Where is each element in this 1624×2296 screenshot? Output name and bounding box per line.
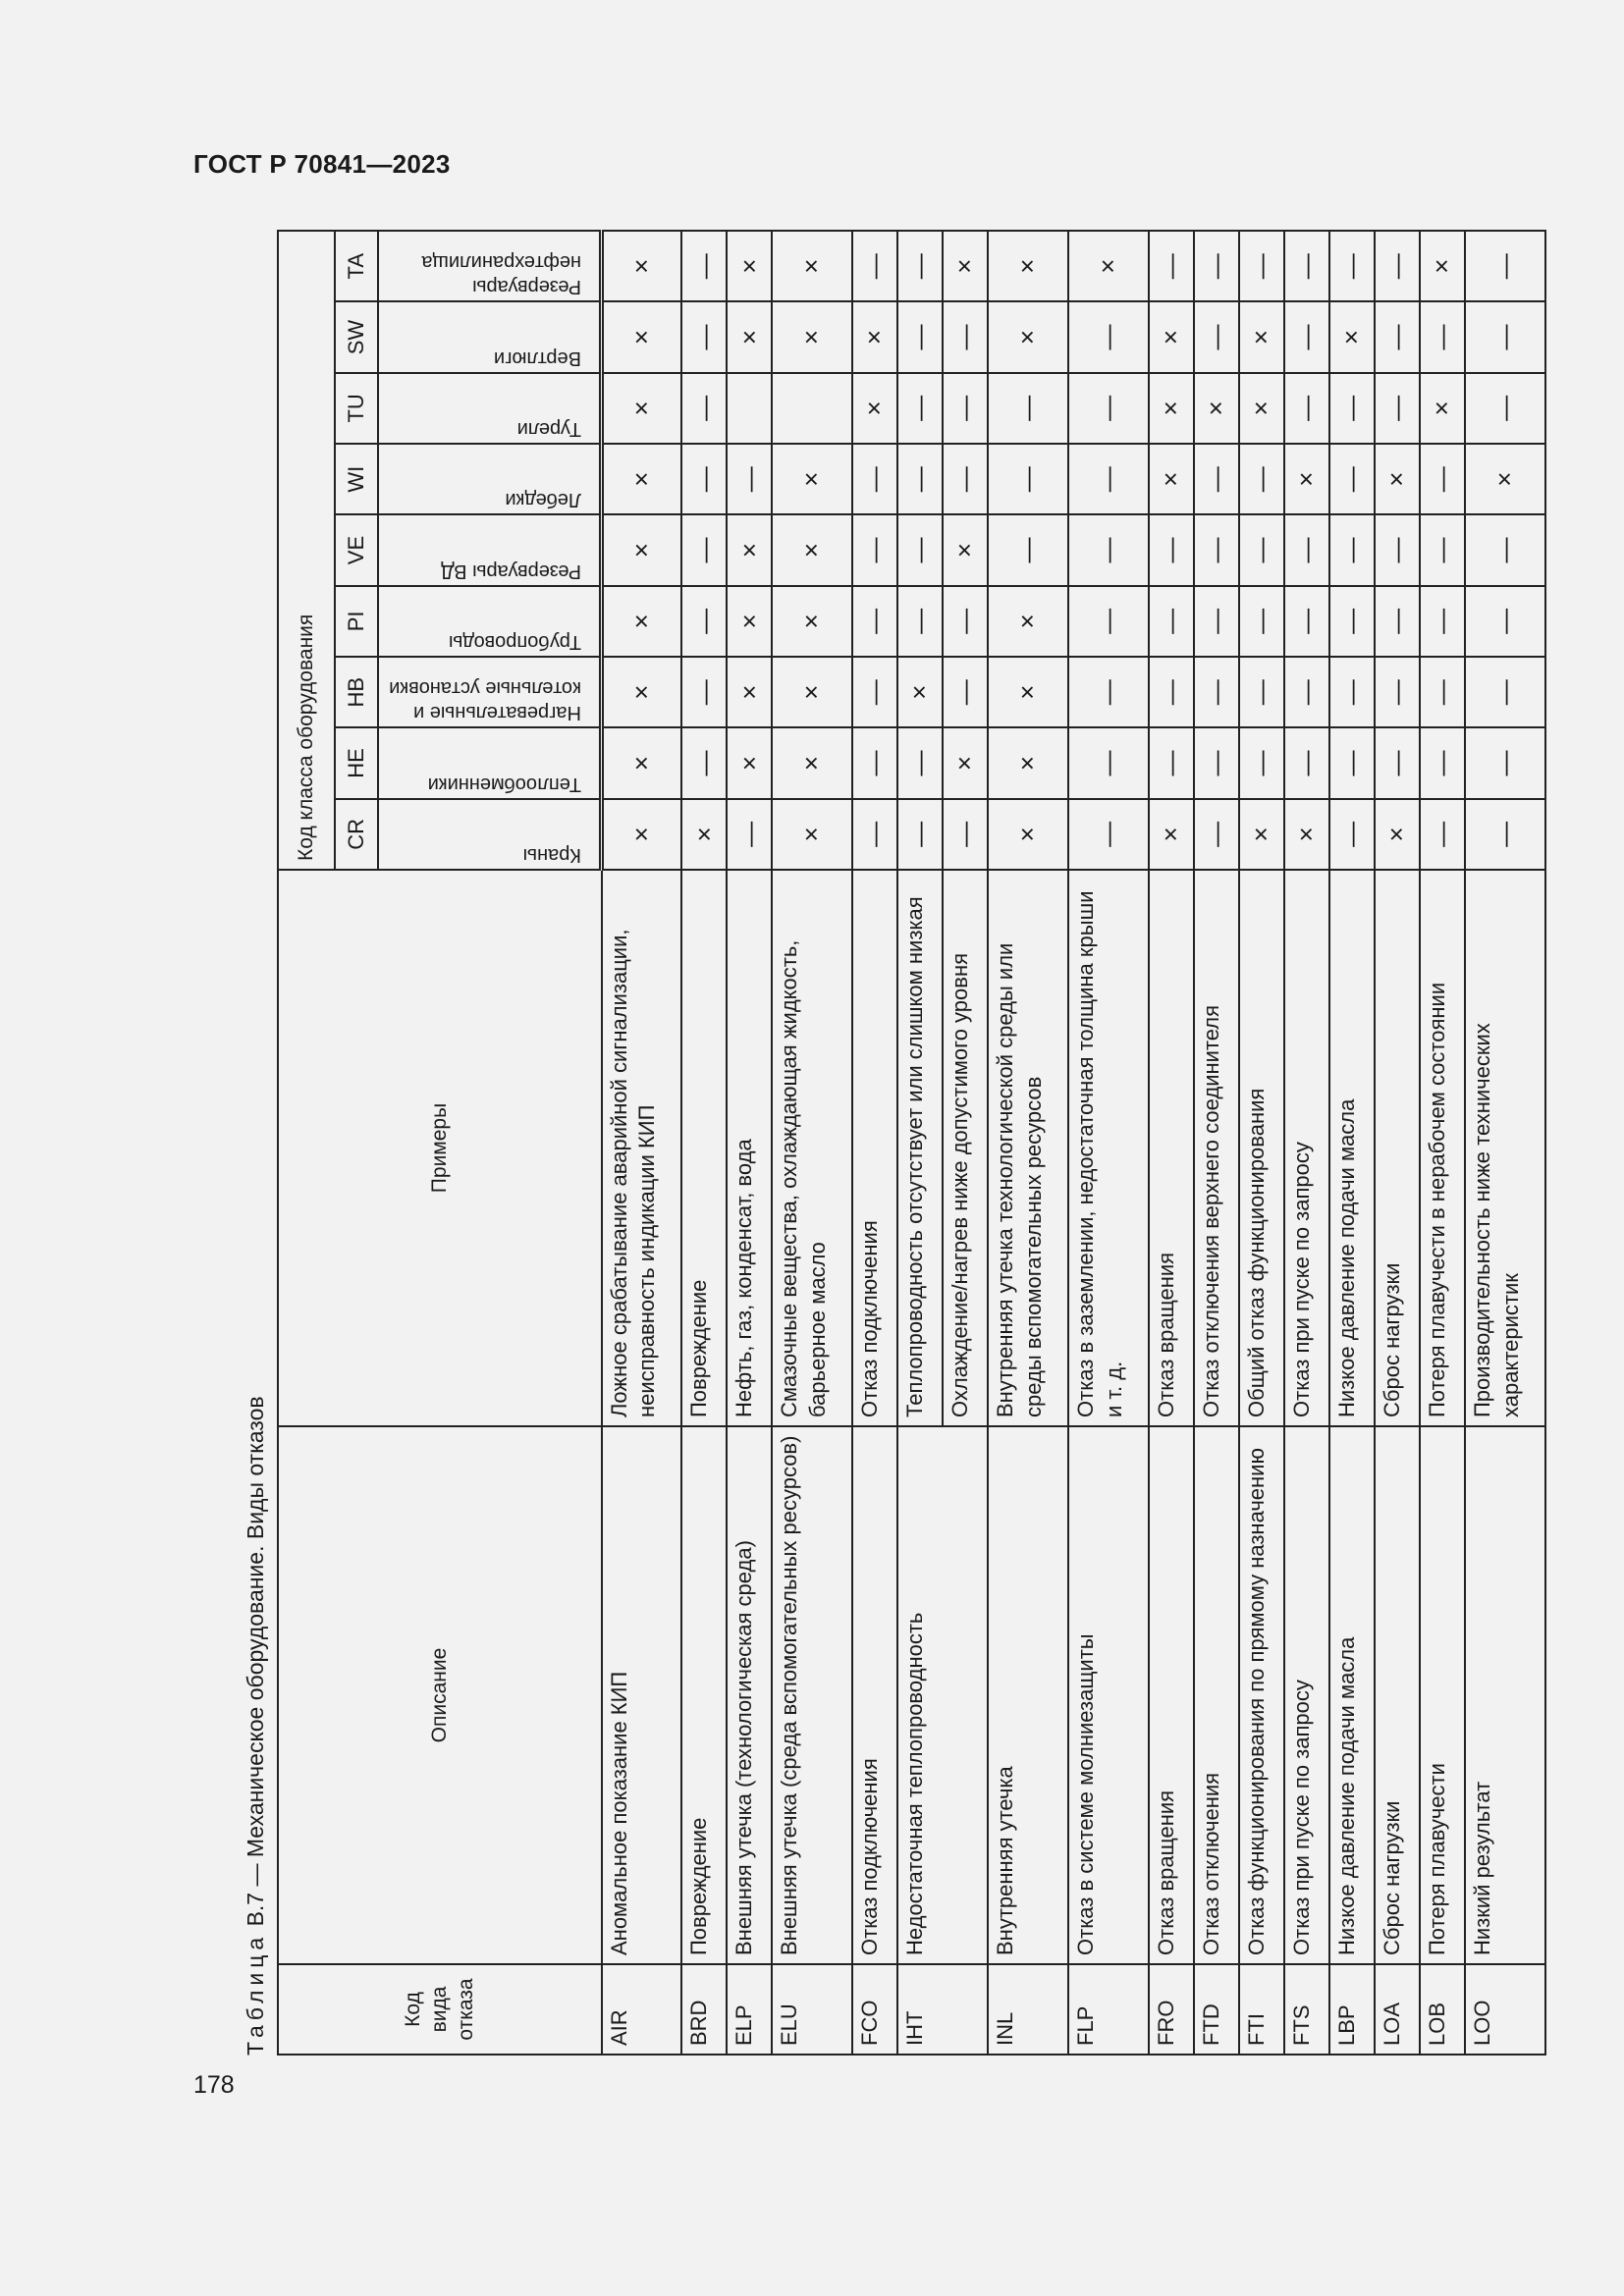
failure-example: Отказ в заземлении, недостаточная толщина крыши и т. д. [1068, 870, 1149, 1426]
caption-label: Таблица [243, 1932, 268, 2056]
applicability-mark: — [681, 586, 727, 657]
applicability-mark: × [1239, 373, 1284, 444]
applicability-mark: × [1329, 301, 1375, 372]
applicability-mark: — [1465, 586, 1545, 657]
applicability-mark: — [1420, 727, 1465, 798]
table-body [602, 231, 1546, 2055]
applicability-mark: — [1465, 373, 1545, 444]
applicability-mark: — [1375, 301, 1420, 372]
applicability-mark: — [852, 514, 897, 585]
applicability-mark: × [988, 586, 1068, 657]
table-row [988, 231, 1068, 2055]
failure-example: Нефть, газ, конденсат, вода [727, 870, 772, 1426]
failure-example: Ложное срабатывание аварийной сигнализации, неисправность индикации КИП [602, 870, 682, 1426]
applicability-mark: — [1284, 727, 1329, 798]
applicability-mark: × [727, 657, 772, 727]
class-code-ve: VE [335, 514, 378, 585]
applicability-mark: — [1284, 373, 1329, 444]
applicability-mark: × [852, 373, 897, 444]
failure-code: ELU [772, 1964, 852, 2055]
applicability-mark: × [1194, 373, 1239, 444]
applicability-mark: — [1194, 799, 1239, 870]
class-name-hb [378, 657, 602, 727]
failure-description: Низкое давление подачи масла [1329, 1426, 1375, 1964]
applicability-mark: — [1375, 657, 1420, 727]
failure-description: Недостаточная теплопроводность [897, 1426, 988, 1964]
table-row [897, 231, 943, 2055]
table-row [602, 231, 682, 2055]
applicability-mark: — [897, 444, 943, 514]
applicability-mark: — [681, 301, 727, 372]
applicability-mark [727, 373, 772, 444]
failure-description: Отказ отключения [1194, 1426, 1239, 1964]
applicability-mark: × [772, 514, 852, 585]
applicability-mark: × [727, 727, 772, 798]
applicability-mark [772, 373, 852, 444]
applicability-mark: — [897, 514, 943, 585]
applicability-mark: × [602, 727, 682, 798]
applicability-mark: — [1465, 799, 1545, 870]
applicability-mark: × [602, 799, 682, 870]
applicability-mark: — [943, 373, 988, 444]
class-name-tu [378, 373, 602, 444]
applicability-mark: — [1068, 373, 1149, 444]
applicability-mark: × [1420, 373, 1465, 444]
applicability-mark: — [1068, 444, 1149, 514]
applicability-mark: — [1068, 657, 1149, 727]
rotated-table-block [238, 230, 1523, 2056]
applicability-mark: — [727, 444, 772, 514]
applicability-mark: — [1329, 799, 1375, 870]
applicability-mark: × [988, 657, 1068, 727]
col-header-description: Описание [278, 1426, 602, 1964]
applicability-mark: — [988, 444, 1068, 514]
failure-code: LBP [1329, 1964, 1375, 2055]
failure-description: Низкий результат [1465, 1426, 1545, 1964]
applicability-mark: — [1194, 231, 1239, 301]
applicability-mark: × [988, 727, 1068, 798]
applicability-mark: — [1194, 301, 1239, 372]
applicability-mark: × [1239, 799, 1284, 870]
applicability-mark: × [602, 514, 682, 585]
applicability-mark: — [1465, 727, 1545, 798]
failure-example: Отказ вращения [1149, 870, 1194, 1426]
failure-code: FRO [1149, 1964, 1194, 2055]
failure-description: Повреждение [681, 1426, 727, 1964]
table-row [1465, 231, 1545, 2055]
applicability-mark: — [1329, 444, 1375, 514]
applicability-mark: — [1420, 444, 1465, 514]
applicability-mark: — [897, 373, 943, 444]
applicability-mark: — [897, 799, 943, 870]
failure-description: Сброс нагрузки [1375, 1426, 1420, 1964]
applicability-mark: — [1239, 657, 1284, 727]
applicability-mark: × [727, 586, 772, 657]
applicability-mark: × [772, 657, 852, 727]
failure-description: Аномальное показание КИП [602, 1426, 682, 1964]
applicability-mark: — [1284, 514, 1329, 585]
applicability-mark: — [1284, 231, 1329, 301]
applicability-mark: × [988, 301, 1068, 372]
applicability-mark: × [1149, 444, 1194, 514]
col-header-examples: Примеры [278, 870, 602, 1426]
applicability-mark: — [943, 657, 988, 727]
applicability-mark: — [852, 586, 897, 657]
table-row [681, 231, 727, 2055]
applicability-mark: — [897, 727, 943, 798]
class-name-sw [378, 301, 602, 372]
applicability-mark: — [1375, 231, 1420, 301]
table-row [1239, 231, 1284, 2055]
applicability-mark: × [681, 799, 727, 870]
applicability-mark: — [1194, 586, 1239, 657]
failure-code: FTS [1284, 1964, 1329, 2055]
applicability-mark: — [1149, 514, 1194, 585]
failure-code: IHT [897, 1964, 988, 2055]
applicability-mark: × [602, 373, 682, 444]
class-name-text: Теплообменники [427, 773, 581, 795]
applicability-mark: — [1465, 514, 1545, 585]
failure-description: Внешняя утечка (технологическая среда) [727, 1426, 772, 1964]
applicability-mark: — [852, 727, 897, 798]
applicability-mark: — [1420, 514, 1465, 585]
applicability-mark: — [1329, 373, 1375, 444]
applicability-mark: — [1329, 727, 1375, 798]
applicability-mark: — [1194, 514, 1239, 585]
applicability-mark: × [602, 586, 682, 657]
applicability-mark: — [1149, 231, 1194, 301]
applicability-mark: — [852, 657, 897, 727]
applicability-mark: — [1329, 231, 1375, 301]
applicability-mark: — [1420, 657, 1465, 727]
applicability-mark: — [1284, 657, 1329, 727]
applicability-mark: — [1465, 231, 1545, 301]
applicability-mark: — [727, 799, 772, 870]
class-name-text: Нагревательные и котельные установки [389, 677, 581, 724]
applicability-mark: — [1068, 514, 1149, 585]
applicability-mark: × [943, 514, 988, 585]
applicability-mark: — [1375, 727, 1420, 798]
applicability-mark: — [681, 657, 727, 727]
applicability-mark: — [1149, 657, 1194, 727]
failure-description: Отказ функционирования по прямому назначению [1239, 1426, 1284, 1964]
applicability-mark: — [1375, 586, 1420, 657]
applicability-mark: × [602, 231, 682, 301]
table-row [727, 231, 772, 2055]
applicability-mark: — [1375, 373, 1420, 444]
failure-example: Общий отказ функционирования [1239, 870, 1284, 1426]
failure-example: Потеря плавучести в нерабочем состоянии [1420, 870, 1465, 1426]
applicability-mark: — [943, 586, 988, 657]
applicability-mark: × [1149, 373, 1194, 444]
failure-example: Внутренняя утечка технологической среды или среды вспомогательных ресурсов [988, 870, 1068, 1426]
applicability-mark: — [897, 301, 943, 372]
failure-description: Внешняя утечка (среда вспомогательных ресурсов) [772, 1426, 852, 1964]
failure-code: FTI [1239, 1964, 1284, 2055]
failure-code: LOO [1465, 1964, 1545, 2055]
applicability-mark: × [602, 657, 682, 727]
failure-example: Отказ подключения [852, 870, 897, 1426]
class-code-ta: TA [335, 231, 378, 301]
applicability-mark: — [681, 231, 727, 301]
col-header-class-code: Код класса оборудования [278, 231, 335, 870]
class-name-text: Вертлюги [493, 347, 581, 369]
class-name-pi [378, 586, 602, 657]
applicability-mark: × [727, 301, 772, 372]
applicability-mark: — [1239, 727, 1284, 798]
table-row [852, 231, 897, 2055]
class-name-text: Резервуары ВД [441, 560, 581, 582]
table-row [1375, 231, 1420, 2055]
caption-number: В.7 [243, 1892, 268, 1927]
failure-example: Низкое давление подачи масла [1329, 870, 1375, 1426]
applicability-mark: × [772, 231, 852, 301]
applicability-mark: — [681, 444, 727, 514]
applicability-mark: — [852, 231, 897, 301]
applicability-mark: × [1239, 301, 1284, 372]
applicability-mark: — [1194, 657, 1239, 727]
applicability-mark: — [1068, 727, 1149, 798]
applicability-mark: — [897, 231, 943, 301]
document-header: ГОСТ Р 70841—2023 [193, 149, 451, 179]
applicability-mark: × [772, 799, 852, 870]
applicability-mark: — [988, 514, 1068, 585]
failure-code: AIR [602, 1964, 682, 2055]
class-code-sw: SW [335, 301, 378, 372]
applicability-mark: — [1239, 444, 1284, 514]
class-name-text: Лебедки [505, 489, 581, 511]
caption-text: — Механическое оборудование. Виды отказов [243, 1396, 268, 1893]
applicability-mark: — [1239, 231, 1284, 301]
applicability-mark: × [772, 444, 852, 514]
applicability-mark: — [1194, 444, 1239, 514]
failure-code: FLP [1068, 1964, 1149, 2055]
applicability-mark: × [852, 301, 897, 372]
applicability-mark: — [1194, 727, 1239, 798]
class-name-text: Трубопроводы [449, 631, 581, 654]
class-code-hb: HB [335, 657, 378, 727]
applicability-mark: × [772, 586, 852, 657]
applicability-mark: — [943, 301, 988, 372]
applicability-mark: — [1284, 301, 1329, 372]
table-row [772, 231, 852, 2055]
applicability-mark: — [852, 444, 897, 514]
failure-example: Отказ отключения верхнего соединителя [1194, 870, 1239, 1426]
applicability-mark: × [1375, 799, 1420, 870]
class-name-ve [378, 514, 602, 585]
col-header-failure-code: Код вида отказа [278, 1964, 602, 2055]
applicability-mark: × [988, 231, 1068, 301]
class-name-cr [378, 799, 602, 870]
class-name-text: Турели [516, 418, 581, 441]
failure-description: Внутренняя утечка [988, 1426, 1068, 1964]
class-code-tu: TU [335, 373, 378, 444]
applicability-mark: — [1068, 799, 1149, 870]
applicability-mark: — [1068, 301, 1149, 372]
class-name-ta [378, 231, 602, 301]
applicability-mark: — [1375, 514, 1420, 585]
applicability-mark: — [1420, 301, 1465, 372]
class-name-text: Резервуары нефтехранилища [421, 251, 581, 298]
applicability-mark: — [1329, 657, 1375, 727]
class-name-wi [378, 444, 602, 514]
failure-description: Отказ при пуске по запросу [1284, 1426, 1329, 1964]
class-code-he: HE [335, 727, 378, 798]
applicability-mark: — [1239, 586, 1284, 657]
applicability-mark: — [1420, 586, 1465, 657]
applicability-mark: — [988, 373, 1068, 444]
applicability-mark: — [852, 799, 897, 870]
class-code-cr: CR [335, 799, 378, 870]
applicability-mark: — [1329, 586, 1375, 657]
class-code-pi: PI [335, 586, 378, 657]
applicability-mark: — [943, 799, 988, 870]
applicability-mark: × [988, 799, 1068, 870]
applicability-mark: — [1284, 586, 1329, 657]
applicability-mark: — [1149, 727, 1194, 798]
failure-code: FCO [852, 1964, 897, 2055]
failure-example: Охлаждение/нагрев ниже допустимого уровня [943, 870, 988, 1426]
table-row [1420, 231, 1465, 2055]
applicability-mark: — [1465, 301, 1545, 372]
applicability-mark: × [897, 657, 943, 727]
applicability-mark: — [1420, 799, 1465, 870]
applicability-mark: × [727, 514, 772, 585]
table-row [1194, 231, 1239, 2055]
applicability-mark: × [1149, 799, 1194, 870]
applicability-mark: × [1465, 444, 1545, 514]
table-row [1284, 231, 1329, 2055]
failure-example: Отказ при пуске по запросу [1284, 870, 1329, 1426]
failure-example: Сброс нагрузки [1375, 870, 1420, 1426]
failure-description: Отказ подключения [852, 1426, 897, 1964]
applicability-mark: × [943, 231, 988, 301]
applicability-mark: × [1284, 444, 1329, 514]
page-number: 178 [193, 2071, 235, 2099]
applicability-mark: × [1068, 231, 1149, 301]
applicability-mark: — [1239, 514, 1284, 585]
failure-code: LOA [1375, 1964, 1420, 2055]
failure-description: Отказ в системе молниезащиты [1068, 1426, 1149, 1964]
class-code-wi: WI [335, 444, 378, 514]
applicability-mark: — [943, 444, 988, 514]
class-name-text: Краны [522, 844, 581, 866]
failure-description: Потеря плавучести [1420, 1426, 1465, 1964]
failure-modes-table [277, 230, 1546, 2056]
table-row [1149, 231, 1194, 2055]
applicability-mark: — [681, 373, 727, 444]
applicability-mark: × [727, 231, 772, 301]
failure-code: LOB [1420, 1964, 1465, 2055]
applicability-mark: — [1068, 586, 1149, 657]
applicability-mark: × [1420, 231, 1465, 301]
failure-code: ELP [727, 1964, 772, 2055]
applicability-mark: × [1149, 301, 1194, 372]
applicability-mark: × [772, 301, 852, 372]
table-row [1068, 231, 1149, 2055]
applicability-mark: — [1149, 586, 1194, 657]
failure-example: Производительность ниже технических характеристик [1465, 870, 1545, 1426]
applicability-mark: × [1375, 444, 1420, 514]
applicability-mark: × [1284, 799, 1329, 870]
table-row [1329, 231, 1375, 2055]
failure-example: Повреждение [681, 870, 727, 1426]
applicability-mark: — [681, 727, 727, 798]
applicability-mark: — [1465, 657, 1545, 727]
applicability-mark: — [1329, 514, 1375, 585]
failure-example: Теплопроводность отсутствует или слишком низкая [897, 870, 943, 1426]
table-caption [238, 1396, 273, 2056]
applicability-mark: × [943, 727, 988, 798]
class-name-he [378, 727, 602, 798]
applicability-mark: — [897, 586, 943, 657]
applicability-mark: × [602, 301, 682, 372]
failure-code: FTD [1194, 1964, 1239, 2055]
applicability-mark: — [681, 514, 727, 585]
applicability-mark: × [602, 444, 682, 514]
failure-description: Отказ вращения [1149, 1426, 1194, 1964]
failure-example: Смазочные вещества, охлаждающая жидкость, барьерное масло [772, 870, 852, 1426]
failure-code: BRD [681, 1964, 727, 2055]
applicability-mark: × [772, 727, 852, 798]
failure-code: INL [988, 1964, 1068, 2055]
